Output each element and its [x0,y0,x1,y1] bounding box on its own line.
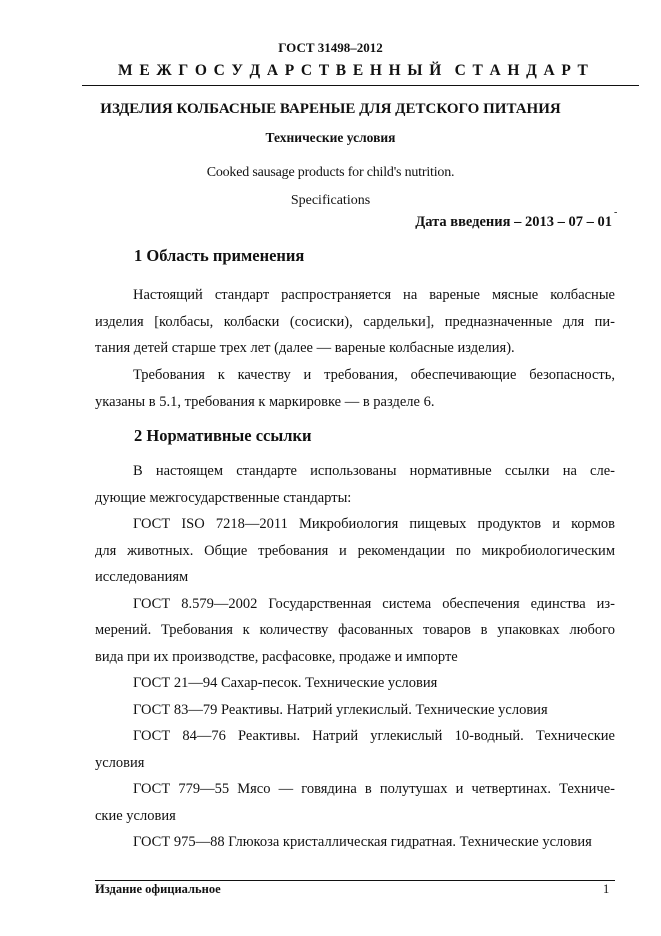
official-edition-label: Издание официальное [95,882,221,896]
reference-line: ГОСТ 8.579—2002 Государственная система обеспечения единства из- [133,595,615,612]
text-line: указаны в 5.1, требования к маркировке — в разделе 6. [95,393,435,410]
document-subtitle: Технические условия [265,130,396,145]
reference-line: ГОСТ 975—88 Глюкоза кристаллическая гидратная. Технические условия [133,834,592,850]
reference-line: мерений. Требования к количеству фасованных товаров в упаковках любого [95,622,615,638]
normative-references-list [95,458,615,856]
text-line: Настоящий стандарт распространяется на вареные мясные колбасные [133,287,615,303]
section-heading-normative-references: 2 Нормативные ссылки [134,426,312,445]
reference-line: ГОСТ 83—79 Реактивы. Натрий углекислый. Технические условия [133,701,548,718]
reference-line: ГОСТ 84—76 Реактивы. Натрий углекислый 10-водный. Технические [133,728,615,744]
interstate-standard-banner: М Е Ж Г О С У Д А Р С Т В Е Н Н Ы Й С Т А Н Д А Р Т [118,62,588,79]
english-subtitle: Specifications [290,193,371,208]
document-title: ИЗДЕЛИЯ КОЛБАСНЫЕ ВАРЕНЫЕ ДЛЯ ДЕТСКОГО ПИТАНИЯ [100,101,561,117]
scope-paragraph-1 [95,282,615,362]
text-line: дующие межгосударственные стандарты: [95,489,352,506]
reference-line: ГОСТ 779—55 Мясо — говядина в полутушах и четвертинах. Техниче- [133,781,615,797]
reference-line: ские условия [95,807,176,824]
section-heading-scope: 1 Область применения [134,246,305,265]
reference-line: ГОСТ 21—94 Сахар-песок. Технические условия [133,675,438,691]
reference-line: ГОСТ ISO 7218—2011 Микробиология пищевых продуктов и кормов [133,516,615,532]
text-line: Требования к качеству и требования, обеспечивающие безопасность, [133,367,615,383]
header-rule [82,85,639,86]
page-number: 1 [603,882,610,896]
reference-line: исследованиям [95,569,189,585]
english-title: Cooked sausage products for child's nutrition. [206,165,455,180]
date-tick-mark: - [614,207,618,218]
introduction-date: Дата введения – 2013 – 07 – 01 [415,214,612,230]
footer-rule [95,880,615,881]
reference-line: вида при их производстве, расфасовке, продаже и импорте [95,648,458,665]
text-line: В настоящем стандарте использованы нормативные ссылки на сле- [133,463,615,479]
reference-line: условия [95,754,145,771]
reference-line: для животных. Общие требования и рекомендации по микробиологическим [95,542,615,559]
text-line: тания детей старше трех лет (далее — вареные колбасные изделия). [95,340,515,356]
scope-paragraph-2 [95,362,615,415]
document-code: ГОСТ 31498–2012 [278,40,383,55]
text-line: изделия [колбасы, колбаски (сосиски), сардельки], предназначенные для пи- [95,313,615,330]
